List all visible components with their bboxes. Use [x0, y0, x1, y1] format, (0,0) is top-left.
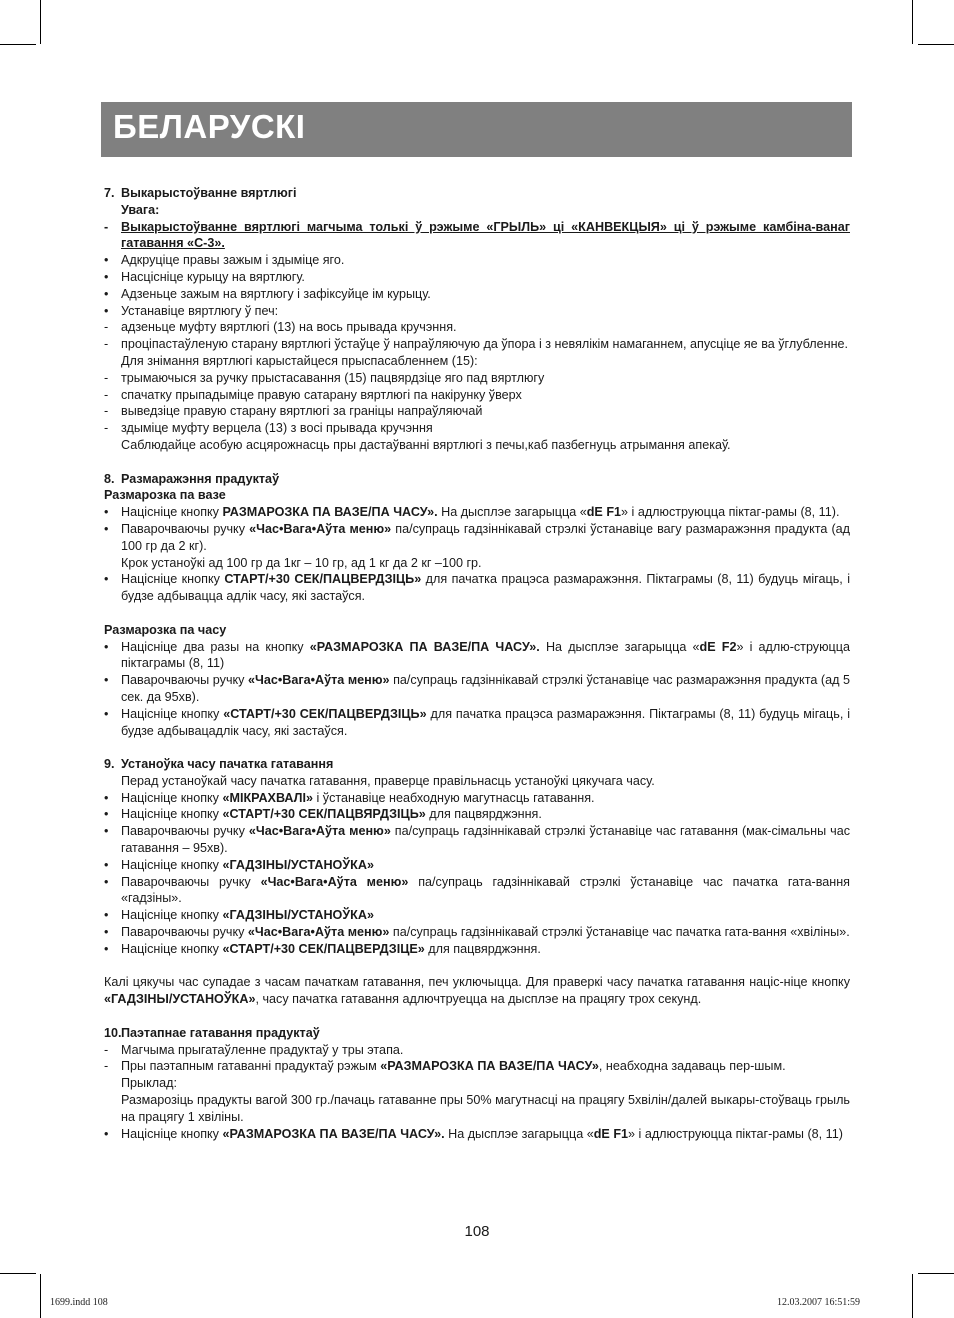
dash-marker: - — [104, 1042, 109, 1057]
bullet-item — [104, 269, 850, 286]
text-run: На дысплэе загарыцца « — [539, 639, 700, 654]
dash-item — [104, 420, 850, 437]
text-run: Паварочваючы ручку — [121, 925, 248, 940]
bullet-marker: • — [104, 941, 109, 956]
bold-text: «Час•Вага•Аўта меню» — [248, 673, 390, 688]
item-text: Для знімання вяртлюгі карыстайцеся прыспасабленнем (15): — [121, 353, 478, 368]
text-run: Паварочваючы ручку — [121, 824, 249, 839]
bullet-item — [104, 706, 850, 740]
bullet-marker: • — [104, 253, 109, 268]
bold-text: dE F2 — [699, 639, 737, 654]
text-run: » і адлюструюцца піктаг-рамы (8, 11). — [621, 505, 840, 520]
bullet-item — [104, 907, 850, 924]
bullet-marker: • — [104, 572, 109, 587]
text-run: Пры паэтапным гатаванні прадуктаў рэжым — [121, 1059, 381, 1074]
item-text: Насцісніце курыцу на вяртлюгу. — [121, 269, 305, 284]
item-text: процiпастаўленую старану вяртлюгі ўстаўце ў напраўляючую да ўпора і з невялікім намаганнем, апусціце яе ва ўглубленне. — [121, 337, 849, 352]
dash-item — [104, 370, 850, 387]
dash-marker: - — [104, 421, 109, 436]
bullet-item — [104, 823, 850, 857]
dash-marker: - — [104, 387, 109, 402]
indented-text — [104, 437, 850, 454]
text-run: для пацвярджэння. — [425, 807, 542, 822]
item-text: выведзіце правую старану вяртлюгі за граніцы напраўляючай — [121, 404, 483, 419]
bold-text: «Час•Вага•Аўта меню» — [260, 874, 409, 889]
item-text: Крок устаноўкі ад 100 гр да 1кг – 10 гр, ад 1 кг да 2 кг –100 гр. — [121, 555, 482, 570]
print-timestamp: 12.03.2007 16:51:59 — [777, 1297, 861, 1308]
item-text: Прыклад: — [121, 1076, 177, 1091]
bullet-marker: • — [104, 1126, 109, 1141]
bold-text: «РАЗМАРОЗКА ПА ВАЗЕ/ПА ЧАСУ». — [309, 639, 540, 654]
dash-marker: - — [104, 337, 109, 352]
section-number: 9. — [104, 757, 115, 772]
bold-text: «РАЗМАРОЗКА ПА ВАЗЕ/ПА ЧАСУ» — [380, 1059, 599, 1074]
text-run: па/супраць гадзіннікавай стрэлкі ўстанавіце час гатавання (мак-сімальны час гатавання – 95хв). — [121, 824, 851, 856]
text-run: » і адлюструюцца піктаг-рамы (8, 11) — [628, 1126, 843, 1141]
crop-mark — [40, 1274, 41, 1318]
section-gap — [104, 1008, 850, 1025]
section-gap — [104, 454, 850, 471]
section-number: 10. — [104, 1025, 122, 1040]
bullet-item — [104, 806, 850, 823]
text-run: Калі цякучы час супадае з часам пачаткам гатавання, печ уключыцца. Для праверкі часу пачатка гатавання націс-ніце кнопку — [104, 975, 850, 990]
crop-mark — [912, 0, 913, 44]
bold-text: «МІКРАХВАЛІ» — [222, 790, 314, 805]
bold-text: «ГАДЗІНЫ/УСТАНОЎКА» — [222, 908, 374, 923]
text-run: Націсніце кнопку — [121, 572, 225, 587]
indented-text — [104, 353, 850, 370]
bullet-item — [104, 1126, 850, 1143]
bullet-marker: • — [104, 857, 109, 872]
subheading: Размарозка па часу — [104, 622, 227, 637]
page-number: 108 — [464, 1223, 490, 1240]
text-run: для пачатка працэса размаражэння. Піктаграмы (8, 11) будуць мігаць, і будзе адбывацца адлік часу, які застаўся. — [121, 572, 850, 604]
item-text: Размарозіць прадукты вагой 300 гр./пачаць гатаванне пры 50% магутнасці на працягу 5хвілін/далей выкары-стоўваць грыль на працягу 1 хвіліны. — [121, 1093, 850, 1124]
item-text: трымаючыся за ручку прыстасавання (15) пацвярдзіце яго пад вяртлюгу — [121, 370, 545, 385]
language-banner — [101, 102, 852, 157]
dash-item — [104, 219, 850, 253]
text-run: па/супраць гадзіннікавай стрэлкі ўстанавіце час пачатка гата-вання «хвіліны». — [389, 925, 850, 940]
bullet-item — [104, 286, 850, 303]
bullet-item — [104, 521, 850, 555]
paragraph — [104, 974, 850, 1008]
text-run: Націсніце кнопку — [121, 505, 223, 520]
section-heading — [104, 202, 850, 219]
bullet-marker: • — [104, 807, 109, 822]
indented-text — [104, 1075, 850, 1092]
text-run: Націсніце кнопку — [121, 857, 223, 872]
text-run: Націсніце кнопку — [121, 706, 224, 721]
bold-text: «РАЗМАРОЗКА ПА ВАЗЕ/ПА ЧАСУ». — [222, 1126, 445, 1141]
dash-marker: - — [104, 370, 109, 385]
dash-marker: - — [104, 1059, 109, 1074]
text-run: Паварочваючы ручку — [121, 521, 250, 536]
section-heading — [104, 185, 850, 202]
text-run: і ўстанавіце неабходную магутнасць гатавання. — [313, 790, 595, 805]
bullet-item — [104, 571, 850, 605]
indented-text — [104, 773, 850, 790]
bullet-marker: • — [104, 505, 109, 520]
dash-item — [104, 387, 850, 404]
text-run: , неабходна задаваць пер-шым. — [598, 1059, 786, 1074]
bullet-marker: • — [104, 790, 109, 805]
bullet-marker: • — [104, 673, 109, 688]
text-run: па/супраць гадзіннікавай стрэлкі ўстанавіце вагу размаражэння прадукта (ад 100 гр да 2 кг). — [121, 521, 850, 553]
section-heading — [104, 1025, 850, 1042]
dash-marker: - — [104, 404, 109, 419]
file-info: 1699.indd 108 — [50, 1297, 108, 1308]
indented-text — [104, 1092, 850, 1126]
section-heading — [104, 756, 850, 773]
crop-mark — [918, 1273, 954, 1274]
crop-mark — [912, 1274, 913, 1318]
text-run: Паварочваючы ручку — [121, 673, 248, 688]
item-text: спачатку прыпадыміце правую сатарану вяртлюгі па накірунку ўверх — [121, 387, 522, 402]
heading-text: Паэтапнае гатавання прадуктаў — [121, 1025, 320, 1040]
bold-text: «Час•Вага•Аўта меню» — [249, 521, 392, 536]
item-text: Адзеньце зажым на вяртлюгу і зафіксуйце ім курыцу. — [121, 286, 431, 301]
bullet-marker: • — [104, 874, 109, 889]
bullet-marker: • — [104, 706, 109, 721]
bullet-item — [104, 924, 850, 941]
bullet-marker: • — [104, 824, 109, 839]
text-run: Націсніце кнопку — [121, 807, 223, 822]
dash-marker: - — [104, 219, 109, 234]
heading-text: Выкарыстоўванне вяртлюгі — [121, 186, 297, 200]
document-body — [104, 185, 850, 1142]
section-number: 8. — [104, 471, 115, 486]
bullet-item — [104, 790, 850, 807]
bold-text: «СТАРТ/+30 СЕК/ПАЦВЕРДЗІЦЬ» — [223, 706, 427, 721]
heading-text: Устаноўка часу пачатка гатавання — [121, 757, 334, 772]
heading-text: Размаражэння прадуктаў — [121, 471, 280, 486]
text-run: Націсніце кнопку — [121, 908, 223, 923]
subheading: Размарозка па вазе — [104, 488, 226, 503]
text-run: На дысплэе загарыцца « — [444, 1126, 594, 1141]
item-text: Устанавіце вяртлюгу ў печ: — [121, 303, 279, 318]
item-text: Адкруціце правы зажым і здыміце яго. — [121, 253, 345, 268]
item-text: Перад устаноўкай часу пачатка гатавання, праверце правільнасць устаноўкі цякучага часу. — [121, 773, 655, 788]
bold-text: «ГАДЗІНЫ/УСТАНОЎКА» — [222, 857, 374, 872]
text-run: Націсніце два разы на кнопку — [121, 639, 310, 654]
text-run: для пацвярджэння. — [424, 941, 541, 956]
heading-text: Увага: — [121, 202, 160, 217]
bullet-marker: • — [104, 521, 109, 536]
dash-item — [104, 403, 850, 420]
item-text: адзеньце муфту вяртлюгі (13) на вось прывада кручэння. — [121, 320, 457, 335]
section-heading — [104, 471, 850, 488]
bullet-marker: • — [104, 925, 109, 940]
bullet-item — [104, 857, 850, 874]
dash-marker: - — [104, 320, 109, 335]
indented-text — [104, 555, 850, 572]
crop-mark — [918, 44, 954, 45]
bold-text: «Час•Вага•Аўта меню» — [248, 824, 391, 839]
bold-text: «Час•Вага•Аўта меню» — [247, 925, 390, 940]
item-text: здыміце муфту верцела (13) з восі прывада кручэння — [121, 421, 433, 436]
section-gap — [104, 605, 850, 622]
dash-item — [104, 336, 850, 353]
crop-mark — [0, 44, 36, 45]
text-run: Націсніце кнопку — [121, 941, 223, 956]
text-run: Націсніце кнопку — [121, 790, 223, 805]
bold-text: РАЗМАРОЗКА ПА ВАЗЕ/ПА ЧАСУ». — [222, 505, 438, 520]
text-run: Націсніце кнопку — [121, 1126, 223, 1141]
warning-text: Выкарыстоўванне вяртлюгі магчыма толькі ў рэжыме «ГРЫЛЬ» ці «КАНВЕКЦЫЯ» ці ў рэжыме камбіна-ванаг гатавання «С-3». — [121, 219, 850, 251]
bold-text: СТАРТ/+30 СЕК/ПАЦВЕРДЗІЦЬ» — [224, 572, 422, 587]
bullet-marker: • — [104, 303, 109, 318]
text-run: На дысплэе загарыцца « — [437, 505, 587, 520]
text-run: па/супраць гадзіннікавай стрэлкі ўстанавіце час пачатка гата-вання «гадзіны». — [121, 874, 851, 906]
bullet-marker: • — [104, 908, 109, 923]
item-text: Магчыма прыгатаўленне прадуктаў у тры этапа. — [121, 1042, 404, 1057]
dash-item — [104, 1042, 850, 1059]
text-run: , часу пачатка гатавання адлючтруецца на дысплэе на працягу трох секунд. — [255, 992, 702, 1007]
bullet-item — [104, 639, 850, 673]
section-gap — [104, 739, 850, 756]
bullet-item — [104, 874, 850, 908]
section-gap — [104, 958, 850, 975]
bullet-marker: • — [104, 286, 109, 301]
bullet-marker: • — [104, 639, 109, 654]
bold-text: «СТАРТ/+30 СЕК/ПАЦВЯРДЗІЦЬ» — [222, 807, 426, 822]
bullet-item — [104, 941, 850, 958]
bold-text: «ГАДЗІНЫ/УСТАНОЎКА» — [104, 992, 256, 1007]
bold-text: «СТАРТ/+30 СЕК/ПАЦВЕРДЗІЦЕ» — [222, 941, 425, 956]
crop-mark — [0, 1273, 36, 1274]
bullet-item — [104, 672, 850, 706]
bullet-marker: • — [104, 269, 109, 284]
text-run: па/супраць гадзіннікавай стрэлкі ўстанавіце час размаражэння прадукта (ад 5 сек. да 95хв). — [121, 673, 850, 704]
bullet-item — [104, 252, 850, 269]
dash-item — [104, 319, 850, 336]
page-title: БЕЛАРУСКІ — [113, 108, 306, 145]
bullet-item — [104, 303, 850, 320]
section-number: 7. — [104, 186, 115, 200]
crop-mark — [40, 0, 41, 44]
bullet-item — [104, 504, 850, 521]
item-text: Саблюдайце асобую асцярожнасць пры дастаўванні вяртлюгі з печы,каб пазбегнуць атрымання апекаў. — [121, 437, 731, 452]
bold-text: dE F1 — [593, 1126, 629, 1141]
dash-item — [104, 1058, 850, 1075]
text-run: для пачатка працэса размаражэння. Піктаграмы (8, 11) будуць мігаць, і будзе адбывацадлік часу, які застаўся. — [121, 706, 851, 738]
text-run: Паварочваючы ручку — [121, 874, 261, 889]
bold-text: dE F1 — [586, 505, 622, 520]
text-run: » і адлю-струюцца піктаграмы (8, 11) — [121, 639, 850, 671]
